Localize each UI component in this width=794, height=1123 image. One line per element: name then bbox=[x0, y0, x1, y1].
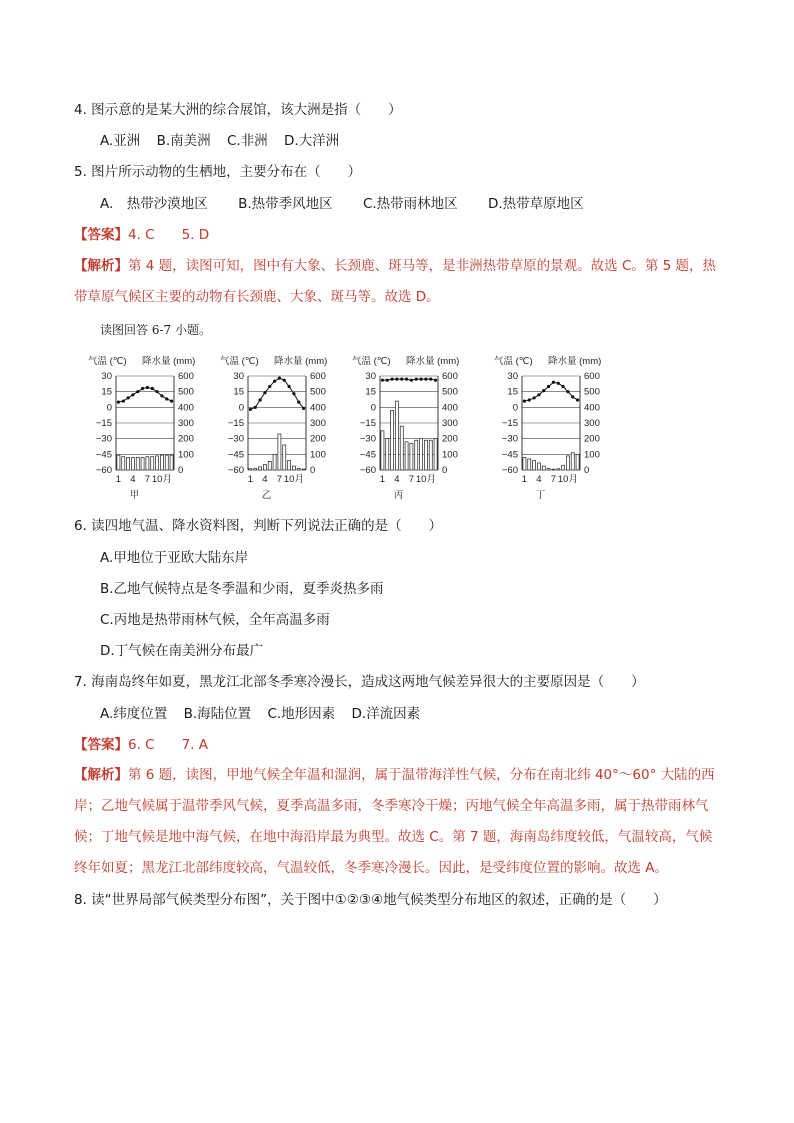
temperature-tick-label: 30 bbox=[365, 371, 376, 382]
temperature-line bbox=[250, 378, 303, 409]
answer-block-2 bbox=[74, 735, 208, 755]
precipitation-tick-label: 500 bbox=[442, 386, 458, 398]
temperature-point bbox=[542, 389, 545, 392]
precipitation-bar bbox=[249, 469, 252, 470]
temperature-point bbox=[258, 398, 261, 401]
temperature-point bbox=[528, 398, 531, 401]
temperature-point bbox=[278, 376, 281, 379]
precipitation-tick-label: 300 bbox=[178, 418, 194, 429]
precipitation-bar bbox=[552, 469, 555, 470]
temperature-axis-label: 气温 (℃) bbox=[88, 356, 127, 367]
temperature-point bbox=[155, 390, 158, 393]
temperature-tick-label: −15 bbox=[501, 418, 518, 429]
temperature-point bbox=[419, 378, 422, 381]
precipitation-bar bbox=[160, 455, 163, 470]
precipitation-tick-label: 0 bbox=[442, 465, 448, 476]
temperature-tick-label: −60 bbox=[501, 465, 518, 476]
precipitation-bar bbox=[302, 469, 305, 470]
temperature-point bbox=[400, 378, 403, 381]
precipitation-axis-label: 降水量 (mm) bbox=[548, 356, 602, 367]
temperature-point bbox=[395, 378, 398, 381]
chart-intro: 读图回答 6-7 小题。 bbox=[100, 323, 211, 337]
temperature-point bbox=[131, 393, 134, 396]
precipitation-tick-label: 0 bbox=[584, 465, 590, 476]
temperature-point bbox=[170, 399, 173, 402]
temperature-tick-label: 0 bbox=[238, 402, 244, 414]
precipitation-bar bbox=[146, 457, 149, 470]
precipitation-tick-label: 300 bbox=[442, 418, 458, 429]
question-6-option-c: C.丙地是热带雨林气候，全年高温多雨 bbox=[100, 612, 330, 628]
precipitation-tick-label: 200 bbox=[178, 433, 194, 445]
precipitation-tick-label: 400 bbox=[584, 402, 600, 414]
temperature-line bbox=[382, 379, 435, 380]
temperature-point bbox=[146, 386, 149, 389]
analysis-text: 第 4 题，读图可知，图中有大象、长颈鹿、斑马等，是非洲热带草原的景观。故选 C。第 5 题，热带草原气候区主要的动物有长颈鹿、大象、斑马等。故选 D。 bbox=[74, 258, 717, 305]
precipitation-bar bbox=[263, 465, 266, 470]
temperature-point bbox=[552, 381, 555, 384]
temperature-point bbox=[532, 396, 535, 399]
precipitation-axis-label: 降水量 (mm) bbox=[142, 356, 196, 367]
answer-tag: 【答案】 bbox=[74, 227, 128, 243]
month-tick-label: 4 bbox=[262, 474, 268, 485]
temperature-tick-label: −30 bbox=[95, 433, 112, 445]
question-6-option-d: D.丁气候在南美洲分布最广 bbox=[100, 643, 264, 659]
climate-chart-svg bbox=[82, 352, 218, 502]
precipitation-bar bbox=[292, 466, 295, 470]
answer-text: 4. C 5. D bbox=[128, 227, 210, 243]
temperature-tick-label: −45 bbox=[95, 449, 112, 461]
analysis-text: 第 6 题，读图，甲地气候全年温和湿润，属于温带海洋性气候，分布在南北纬 40°～60° 大陆的西岸；乙地气候属于温带季风气候，夏季高温多雨，冬季寒冷干燥；丙地气候全年高温多雨，属于热带雨林气候；丁地气候是地中海气候，在地中海沿岸最为典型。故选 C。第 7 题，海南岛纬度较低，气温较高，气候终年如夏；黑龙江北部纬度较高，气温较低，冬季寒冷漫长。因此，是受纬度位置的影响。故选 A。 bbox=[74, 767, 715, 876]
month-tick-label: 4 bbox=[130, 474, 136, 485]
analysis-tag: 【解析】 bbox=[74, 258, 128, 274]
temperature-tick-label: 15 bbox=[101, 386, 112, 398]
precipitation-tick-label: 400 bbox=[310, 402, 326, 414]
temperature-point bbox=[386, 379, 389, 382]
temperature-point bbox=[415, 378, 418, 381]
precipitation-bar bbox=[557, 469, 560, 470]
precipitation-bar bbox=[259, 467, 262, 470]
precipitation-tick-label: 500 bbox=[178, 386, 194, 398]
temperature-tick-label: −15 bbox=[359, 418, 376, 429]
temperature-point bbox=[410, 379, 413, 382]
temperature-point bbox=[424, 378, 427, 381]
precipitation-bar bbox=[576, 454, 579, 470]
precipitation-bar bbox=[528, 459, 531, 470]
precipitation-bar bbox=[434, 439, 437, 470]
precipitation-bar bbox=[542, 466, 545, 470]
climate-chart-yi bbox=[214, 352, 350, 502]
temperature-tick-label: −60 bbox=[227, 465, 244, 476]
temperature-point bbox=[571, 395, 574, 398]
month-tick-label: 1 bbox=[247, 474, 254, 485]
precipitation-bar bbox=[533, 461, 536, 470]
option-d: D.洋流因素 bbox=[351, 706, 421, 722]
climate-chart-ding bbox=[488, 352, 624, 502]
temperature-point bbox=[136, 390, 139, 393]
question-6: 6. 读四地气温、降水资料图，判断下列说法正确的是（ ） bbox=[74, 518, 443, 534]
precipitation-tick-label: 100 bbox=[442, 449, 458, 461]
precipitation-axis-label: 降水量 (mm) bbox=[274, 356, 328, 367]
precipitation-bar bbox=[410, 443, 413, 470]
precipitation-bar bbox=[547, 468, 550, 470]
temperature-tick-label: −30 bbox=[501, 433, 518, 445]
temperature-point bbox=[141, 387, 144, 390]
temperature-tick-label: 30 bbox=[233, 371, 244, 382]
temperature-axis-label: 气温 (℃) bbox=[494, 356, 533, 367]
chart-name: 丁 bbox=[535, 490, 546, 501]
month-tick-label: 10月 bbox=[151, 474, 172, 485]
temperature-tick-label: −45 bbox=[227, 449, 244, 461]
month-tick-label: 1 bbox=[379, 474, 386, 485]
precipitation-axis-label: 降水量 (mm) bbox=[406, 356, 460, 367]
precipitation-tick-label: 400 bbox=[178, 402, 194, 414]
temperature-axis-label: 气温 (℃) bbox=[220, 356, 259, 367]
month-tick-label: 7 bbox=[276, 474, 283, 485]
question-4: 4. 图示意的是某大洲的综合展馆，该大洲是指（ ） bbox=[74, 102, 402, 118]
precipitation-bar bbox=[141, 457, 144, 470]
precipitation-bar bbox=[571, 453, 574, 470]
precipitation-bar bbox=[136, 457, 139, 470]
precipitation-tick-label: 500 bbox=[310, 386, 326, 398]
precipitation-tick-label: 400 bbox=[442, 402, 458, 414]
temperature-point bbox=[160, 394, 163, 397]
precipitation-bar bbox=[400, 426, 403, 470]
temperature-point bbox=[523, 399, 526, 402]
temperature-tick-label: −60 bbox=[359, 465, 376, 476]
precipitation-bar bbox=[273, 454, 276, 470]
precipitation-bar bbox=[268, 461, 271, 470]
precipitation-tick-label: 300 bbox=[584, 418, 600, 429]
precipitation-tick-label: 600 bbox=[442, 371, 458, 382]
climate-chart-bing bbox=[346, 352, 482, 502]
precipitation-bar bbox=[562, 465, 565, 470]
precipitation-bar bbox=[283, 445, 286, 470]
temperature-point bbox=[547, 385, 550, 388]
precipitation-bar bbox=[170, 455, 173, 470]
question-5: 5. 图片所示动物的生栖地，主要分布在（ ） bbox=[74, 164, 362, 180]
temperature-tick-label: −45 bbox=[359, 449, 376, 461]
option-a: A.纬度位置 bbox=[100, 706, 168, 722]
temperature-point bbox=[165, 397, 168, 400]
analysis-block-2 bbox=[74, 760, 724, 884]
month-tick-label: 4 bbox=[394, 474, 400, 485]
precipitation-bar bbox=[381, 431, 384, 470]
precipitation-bar bbox=[420, 439, 423, 470]
month-tick-label: 7 bbox=[408, 474, 415, 485]
temperature-point bbox=[429, 378, 432, 381]
temperature-point bbox=[283, 379, 286, 382]
answer-tag: 【答案】 bbox=[74, 737, 128, 753]
question-6-option-b: B.乙地气候特点是冬季温和少雨，夏季炎热多雨 bbox=[100, 581, 384, 597]
option-a: A.亚洲 bbox=[100, 133, 141, 149]
answer-block-1 bbox=[74, 225, 209, 245]
question-4-options bbox=[100, 131, 351, 151]
precipitation-bar bbox=[151, 457, 154, 470]
precipitation-bar bbox=[395, 401, 398, 470]
temperature-point bbox=[268, 385, 271, 388]
temperature-point bbox=[263, 391, 266, 394]
analysis-block-1 bbox=[74, 251, 724, 313]
temperature-point bbox=[566, 390, 569, 393]
temperature-axis-label: 气温 (℃) bbox=[352, 356, 391, 367]
precipitation-bar bbox=[405, 442, 408, 470]
temperature-tick-label: 15 bbox=[233, 386, 244, 398]
question-7-options bbox=[100, 704, 432, 724]
precipitation-bar bbox=[415, 440, 418, 470]
precipitation-bar bbox=[254, 468, 257, 470]
temperature-tick-label: 30 bbox=[507, 371, 518, 382]
precipitation-bar bbox=[566, 456, 569, 470]
temperature-point bbox=[287, 385, 290, 388]
temperature-tick-label: −15 bbox=[227, 418, 244, 429]
temperature-point bbox=[249, 408, 252, 411]
option-b: B.海陆位置 bbox=[183, 706, 252, 722]
option-c: C.非洲 bbox=[226, 133, 268, 149]
temperature-point bbox=[254, 406, 257, 409]
temperature-point bbox=[126, 396, 129, 399]
temperature-tick-label: 0 bbox=[512, 402, 518, 414]
option-b: B.热带季风地区 bbox=[238, 196, 333, 212]
temperature-tick-label: −30 bbox=[359, 433, 376, 445]
temperature-tick-label: 15 bbox=[365, 386, 376, 398]
answer-text: 6. C 7. A bbox=[128, 737, 209, 753]
temperature-point bbox=[576, 398, 579, 401]
temperature-point bbox=[405, 378, 408, 381]
precipitation-bar bbox=[278, 434, 281, 470]
climate-chart-svg bbox=[346, 352, 482, 502]
precipitation-bar bbox=[391, 410, 394, 470]
temperature-point bbox=[273, 380, 276, 383]
question-6-option-a: A.甲地位于亚欧大陆东岸 bbox=[100, 550, 249, 566]
precipitation-tick-label: 500 bbox=[584, 386, 600, 398]
precipitation-tick-label: 600 bbox=[310, 371, 326, 382]
temperature-point bbox=[117, 401, 120, 404]
temperature-tick-label: 0 bbox=[370, 402, 376, 414]
precipitation-tick-label: 200 bbox=[584, 433, 600, 445]
month-tick-label: 7 bbox=[144, 474, 151, 485]
climate-chart-svg bbox=[214, 352, 350, 502]
month-tick-label: 10月 bbox=[283, 474, 304, 485]
temperature-tick-label: 15 bbox=[507, 386, 518, 398]
temperature-point bbox=[561, 385, 564, 388]
precipitation-bar bbox=[127, 457, 130, 470]
option-d: D.大洋洲 bbox=[283, 133, 340, 149]
temperature-tick-label: −45 bbox=[501, 449, 518, 461]
precipitation-tick-label: 100 bbox=[178, 449, 194, 461]
temperature-point bbox=[297, 401, 300, 404]
precipitation-tick-label: 300 bbox=[310, 418, 326, 429]
temperature-tick-label: 30 bbox=[101, 371, 112, 382]
precipitation-bar bbox=[288, 461, 291, 470]
precipitation-tick-label: 200 bbox=[310, 433, 326, 445]
precipitation-tick-label: 100 bbox=[584, 449, 600, 461]
precipitation-bar bbox=[122, 457, 125, 470]
question-5-options bbox=[100, 194, 610, 214]
question-8: 8. 读“世界局部气候类型分布图”，关于图中①②③④地气候类型分布地区的叙述，正确的是（ ） bbox=[74, 892, 667, 908]
temperature-tick-label: −15 bbox=[95, 418, 112, 429]
month-tick-label: 10月 bbox=[415, 474, 436, 485]
precipitation-tick-label: 600 bbox=[178, 371, 194, 382]
temperature-point bbox=[381, 379, 384, 382]
option-c: C.地形因素 bbox=[267, 706, 336, 722]
precipitation-tick-label: 100 bbox=[310, 449, 326, 461]
temperature-line bbox=[118, 387, 171, 402]
temperature-point bbox=[537, 393, 540, 396]
month-tick-label: 1 bbox=[521, 474, 528, 485]
temperature-point bbox=[302, 407, 305, 410]
precipitation-bar bbox=[131, 457, 134, 470]
month-tick-label: 10月 bbox=[557, 474, 578, 485]
precipitation-bar bbox=[386, 439, 389, 470]
temperature-point bbox=[557, 382, 560, 385]
temperature-point bbox=[122, 399, 125, 402]
option-b: B.南美洲 bbox=[156, 133, 211, 149]
temperature-tick-label: −30 bbox=[227, 433, 244, 445]
month-tick-label: 1 bbox=[115, 474, 122, 485]
month-tick-label: 7 bbox=[550, 474, 557, 485]
precipitation-tick-label: 0 bbox=[310, 465, 316, 476]
precipitation-bar bbox=[523, 457, 526, 470]
precipitation-bar bbox=[429, 440, 432, 470]
precipitation-tick-label: 200 bbox=[442, 433, 458, 445]
temperature-point bbox=[292, 392, 295, 395]
option-d: D.热带草原地区 bbox=[487, 196, 584, 212]
temperature-tick-label: 0 bbox=[106, 402, 112, 414]
temperature-tick-label: −60 bbox=[95, 465, 112, 476]
precipitation-bar bbox=[117, 455, 120, 470]
temperature-point bbox=[151, 387, 154, 390]
precipitation-bar bbox=[165, 455, 168, 470]
chart-name: 乙 bbox=[261, 490, 272, 501]
precipitation-tick-label: 600 bbox=[584, 371, 600, 382]
precipitation-bar bbox=[537, 463, 540, 470]
chart-name: 丙 bbox=[393, 490, 404, 501]
climate-chart-svg bbox=[488, 352, 624, 502]
precipitation-tick-label: 0 bbox=[178, 465, 184, 476]
option-a: A. 热带沙漠地区 bbox=[100, 196, 208, 212]
analysis-tag: 【解析】 bbox=[74, 767, 128, 783]
month-tick-label: 4 bbox=[536, 474, 542, 485]
precipitation-bar bbox=[297, 468, 300, 470]
precipitation-bar bbox=[156, 456, 159, 470]
question-7: 7. 海南岛终年如夏，黑龙江北部冬季寒冷漫长，造成这两地气候差异很大的主要原因是（ ） bbox=[74, 674, 645, 690]
precipitation-bar bbox=[424, 440, 427, 470]
temperature-point bbox=[390, 378, 393, 381]
option-c: C.热带雨林地区 bbox=[362, 196, 458, 212]
chart-name: 甲 bbox=[129, 490, 140, 501]
climate-chart-jia bbox=[82, 352, 218, 502]
temperature-point bbox=[434, 379, 437, 382]
